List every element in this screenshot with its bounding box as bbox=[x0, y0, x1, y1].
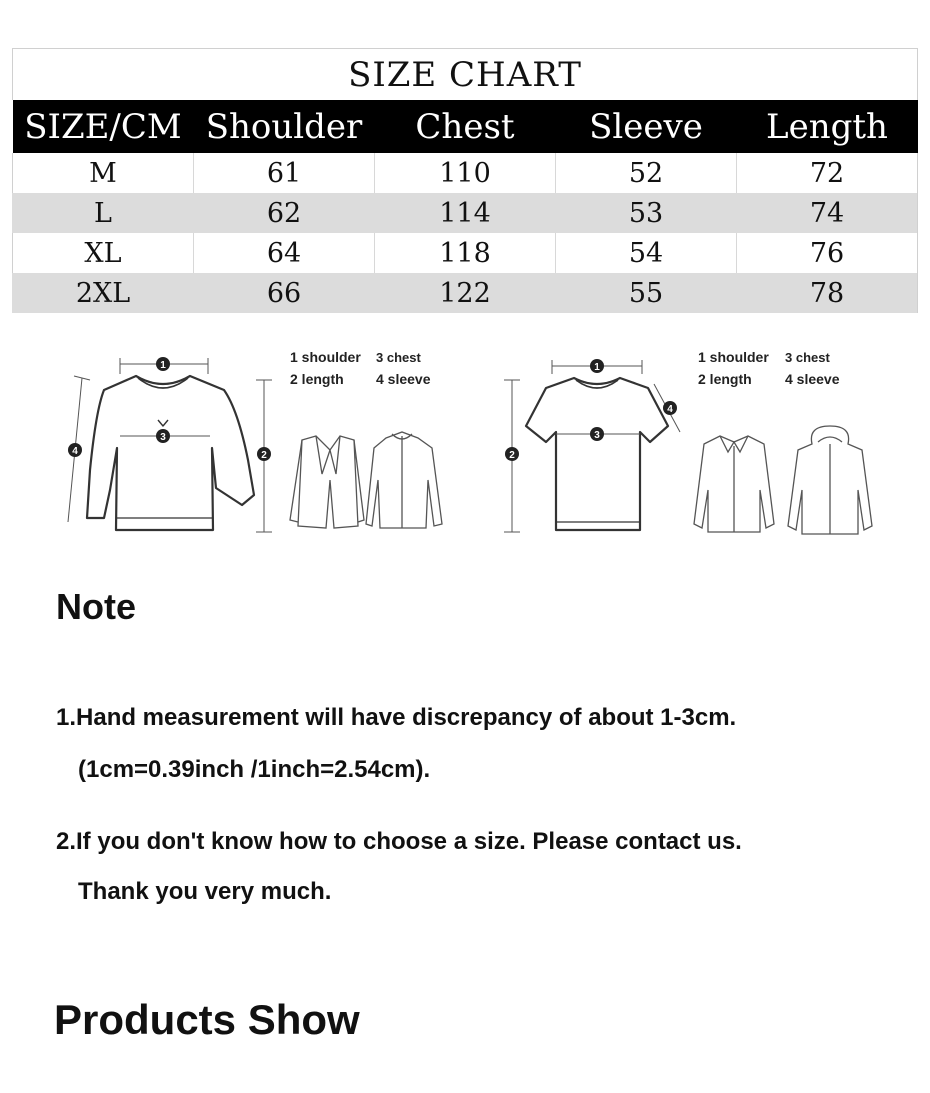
table-cell: 114 bbox=[375, 193, 556, 233]
legend-length: 2 length bbox=[698, 371, 752, 387]
marker-sleeve: 4 bbox=[72, 446, 78, 457]
table-cell: 118 bbox=[375, 233, 556, 273]
table-row bbox=[13, 233, 918, 273]
header-shoulder: Shoulder bbox=[194, 100, 375, 153]
note-title: Note bbox=[56, 586, 136, 627]
table-cell: 61 bbox=[194, 153, 375, 193]
table-cell: 53 bbox=[556, 193, 737, 233]
shirt-icon bbox=[694, 436, 774, 532]
legend-chest: 3 chest bbox=[376, 350, 421, 365]
size-chart-title: SIZE CHART bbox=[13, 49, 918, 101]
marker-sleeve: 4 bbox=[667, 404, 673, 415]
table-row bbox=[13, 193, 918, 233]
size-chart-header-row bbox=[13, 100, 918, 153]
header-length: Length bbox=[737, 100, 918, 153]
note-line-2: (1cm=0.39inch /1inch=2.54cm). bbox=[78, 756, 431, 783]
note-line-3: 2.If you don't know how to choose a size. Please contact us. bbox=[56, 828, 742, 855]
marker-badges bbox=[505, 359, 677, 461]
table-cell: 110 bbox=[375, 153, 556, 193]
table-cell: 122 bbox=[375, 273, 556, 313]
marker-chest: 3 bbox=[160, 432, 166, 443]
table-cell: XL bbox=[13, 233, 194, 273]
note-line-1: 1.Hand measurement will have discrepancy of about 1-3cm. bbox=[56, 704, 737, 731]
header-size: SIZE/CM bbox=[13, 100, 194, 153]
marker-shoulder: 1 bbox=[160, 360, 166, 371]
table-row bbox=[13, 153, 918, 193]
table-cell: 64 bbox=[194, 233, 375, 273]
tshirt-measurement-diagram bbox=[490, 340, 910, 540]
zip-jacket-icon bbox=[366, 432, 442, 528]
note-line-4: Thank you very much. bbox=[78, 878, 332, 905]
table-cell: 72 bbox=[737, 153, 918, 193]
legend-shoulder: 1 shoulder bbox=[290, 349, 361, 365]
hoodie-icon bbox=[788, 426, 872, 534]
size-chart-table bbox=[12, 48, 918, 313]
table-cell: 54 bbox=[556, 233, 737, 273]
sweatshirt-icon bbox=[87, 376, 254, 530]
table-cell: M bbox=[13, 153, 194, 193]
tshirt-icon bbox=[526, 378, 668, 530]
table-cell: 74 bbox=[737, 193, 918, 233]
table-cell: 78 bbox=[737, 273, 918, 313]
legend-shoulder: 1 shoulder bbox=[698, 349, 769, 365]
marker-length: 2 bbox=[261, 450, 267, 461]
legend-sleeve: 4 sleeve bbox=[785, 371, 840, 387]
table-cell: 66 bbox=[194, 273, 375, 313]
table-row bbox=[13, 273, 918, 313]
products-show-title: Products Show bbox=[54, 996, 360, 1043]
blazer-icon bbox=[290, 436, 364, 528]
long-sleeve-measurement-diagram bbox=[40, 340, 460, 540]
marker-chest: 3 bbox=[594, 430, 600, 441]
legend-length: 2 length bbox=[290, 371, 344, 387]
table-cell: 52 bbox=[556, 153, 737, 193]
marker-shoulder: 1 bbox=[594, 362, 600, 373]
legend-sleeve: 4 sleeve bbox=[376, 371, 431, 387]
header-chest: Chest bbox=[375, 100, 556, 153]
table-cell: L bbox=[13, 193, 194, 233]
legend-chest: 3 chest bbox=[785, 350, 830, 365]
marker-length: 2 bbox=[509, 450, 515, 461]
table-cell: 62 bbox=[194, 193, 375, 233]
measurement-lines bbox=[504, 360, 680, 532]
table-cell: 2XL bbox=[13, 273, 194, 313]
table-cell: 76 bbox=[737, 233, 918, 273]
table-cell: 55 bbox=[556, 273, 737, 313]
header-sleeve: Sleeve bbox=[556, 100, 737, 153]
